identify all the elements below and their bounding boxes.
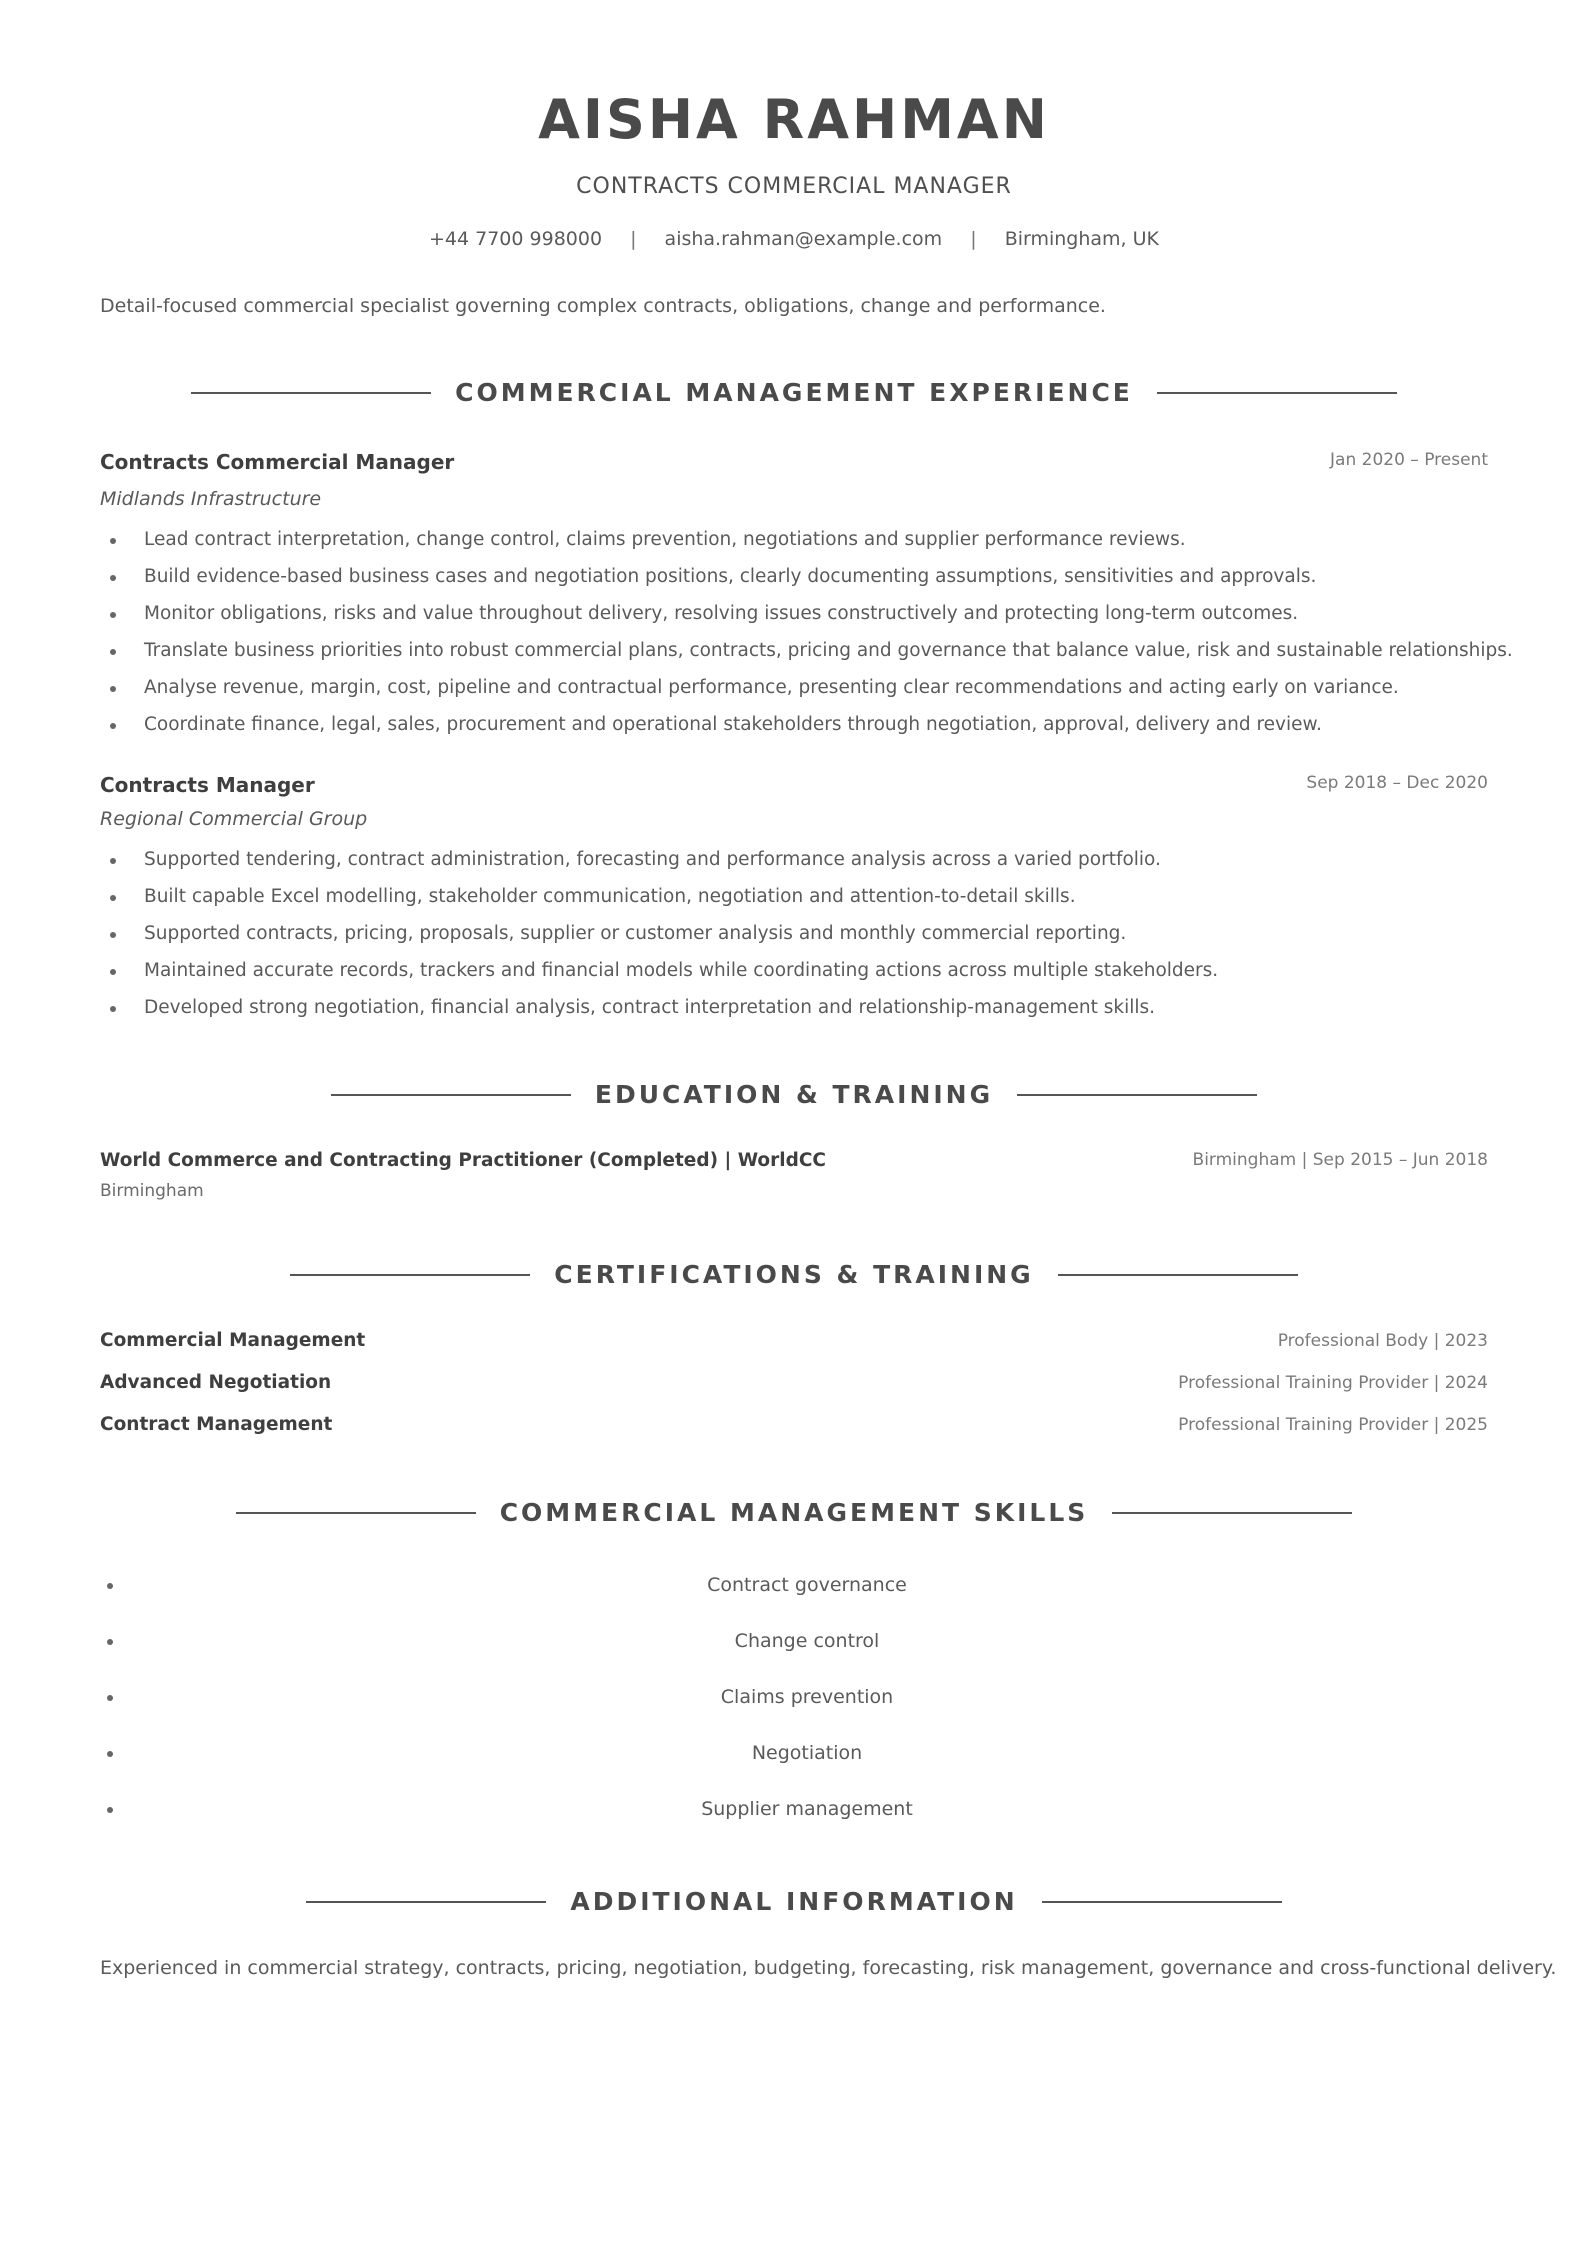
section-title: COMMERCIAL MANAGEMENT SKILLS bbox=[499, 1498, 1089, 1527]
skills-heading bbox=[100, 1498, 1488, 1527]
contact-separator: | bbox=[630, 228, 637, 250]
heading-rule bbox=[331, 1094, 571, 1096]
skills-list bbox=[100, 1574, 1488, 1854]
education-meta: Birmingham | Sep 2015 – Jun 2018 bbox=[1192, 1150, 1488, 1170]
heading-rule bbox=[1157, 392, 1397, 394]
heading-rule bbox=[191, 392, 431, 394]
heading-rule bbox=[290, 1274, 530, 1276]
heading-rule bbox=[1042, 1901, 1282, 1903]
bullet-item: Monitor obligations, risks and value throughout delivery, resolving issues constructively and protecting long-term outcomes. bbox=[100, 604, 1513, 641]
certification-meta: Professional Training Provider | 2024 bbox=[1178, 1373, 1488, 1393]
bullet-item: Lead contract interpretation, change control, claims prevention, negotiations and supplier performance reviews. bbox=[100, 530, 1513, 567]
contact-line bbox=[100, 228, 1488, 250]
skill-item: Negotiation bbox=[100, 1742, 1488, 1798]
skill-item: Change control bbox=[100, 1630, 1488, 1686]
education-location: Birmingham bbox=[100, 1181, 204, 1201]
job-company: Midlands Infrastructure bbox=[100, 488, 322, 510]
section-title: CERTIFICATIONS & TRAINING bbox=[554, 1260, 1034, 1289]
additional-text: Experienced in commercial strategy, contracts, pricing, negotiation, budgeting, forecasting, risk management, governance and cross-functional delivery. bbox=[100, 1957, 1557, 1979]
job-dates: Sep 2018 – Dec 2020 bbox=[1306, 773, 1488, 793]
bullet-item: Analyse revenue, margin, cost, pipeline and contractual performance, presenting clear recommendations and acting early on variance. bbox=[100, 678, 1513, 715]
experience-heading bbox=[100, 378, 1488, 407]
certification-row bbox=[100, 1330, 1488, 1358]
bullet-item: Developed strong negotiation, financial analysis, contract interpretation and relationship-management skills. bbox=[100, 998, 1218, 1035]
job-title: Contracts Commercial Manager bbox=[100, 450, 455, 474]
contact-phone: +44 7700 998000 bbox=[428, 228, 603, 250]
certification-meta: Professional Training Provider | 2025 bbox=[1178, 1415, 1488, 1435]
additional-heading bbox=[100, 1887, 1488, 1916]
skill-item: Contract governance bbox=[100, 1574, 1488, 1630]
bullet-item: Built capable Excel modelling, stakeholder communication, negotiation and attention-to-detail skills. bbox=[100, 887, 1218, 924]
candidate-role: CONTRACTS COMMERCIAL MANAGER bbox=[576, 174, 1012, 199]
bullet-item: Maintained accurate records, trackers and financial models while coordinating actions across multiple stakeholders. bbox=[100, 961, 1218, 998]
heading-rule bbox=[1017, 1094, 1257, 1096]
certification-row bbox=[100, 1414, 1488, 1442]
section-title: EDUCATION & TRAINING bbox=[594, 1080, 994, 1109]
education-title: World Commerce and Contracting Practitioner (Completed) | WorldCC bbox=[100, 1150, 827, 1171]
contact-email: aisha.rahman@example.com bbox=[664, 228, 943, 250]
bullet-item: Translate business priorities into robust commercial plans, contracts, pricing and governance that balance value, risk and sustainable relationships. bbox=[100, 641, 1513, 678]
skill-item: Supplier management bbox=[100, 1798, 1488, 1854]
certification-name: Advanced Negotiation bbox=[100, 1372, 332, 1393]
certifications-heading bbox=[100, 1260, 1488, 1289]
job-title: Contracts Manager bbox=[100, 773, 315, 797]
section-title: ADDITIONAL INFORMATION bbox=[570, 1887, 1018, 1916]
job-dates: Jan 2020 – Present bbox=[1330, 450, 1488, 470]
heading-rule bbox=[1058, 1274, 1298, 1276]
summary-text: Detail-focused commercial specialist governing complex contracts, obligations, change and performance. bbox=[100, 295, 1106, 317]
job-bullets bbox=[100, 530, 1513, 752]
certification-meta: Professional Body | 2023 bbox=[1277, 1331, 1488, 1351]
bullet-item: Coordinate finance, legal, sales, procurement and operational stakeholders through negotiation, approval, delivery and review. bbox=[100, 715, 1513, 752]
heading-rule bbox=[236, 1512, 476, 1514]
section-title: COMMERCIAL MANAGEMENT EXPERIENCE bbox=[455, 378, 1133, 407]
bullet-item: Supported tendering, contract administration, forecasting and performance analysis across a varied portfolio. bbox=[100, 850, 1218, 887]
bullet-item: Build evidence-based business cases and negotiation positions, clearly documenting assumptions, sensitivities and approvals. bbox=[100, 567, 1513, 604]
contact-location: Birmingham, UK bbox=[1004, 228, 1160, 250]
job-bullets bbox=[100, 850, 1218, 1035]
skill-item: Claims prevention bbox=[100, 1686, 1488, 1742]
candidate-name: AISHA RAHMAN bbox=[538, 88, 1050, 151]
heading-rule bbox=[1112, 1512, 1352, 1514]
certification-row bbox=[100, 1372, 1488, 1400]
bullet-item: Supported contracts, pricing, proposals, supplier or customer analysis and monthly commercial reporting. bbox=[100, 924, 1218, 961]
certification-name: Contract Management bbox=[100, 1414, 333, 1435]
job-company: Regional Commercial Group bbox=[100, 808, 368, 830]
education-heading bbox=[100, 1080, 1488, 1109]
contact-separator: | bbox=[970, 228, 977, 250]
certification-name: Commercial Management bbox=[100, 1330, 366, 1351]
heading-rule bbox=[306, 1901, 546, 1903]
